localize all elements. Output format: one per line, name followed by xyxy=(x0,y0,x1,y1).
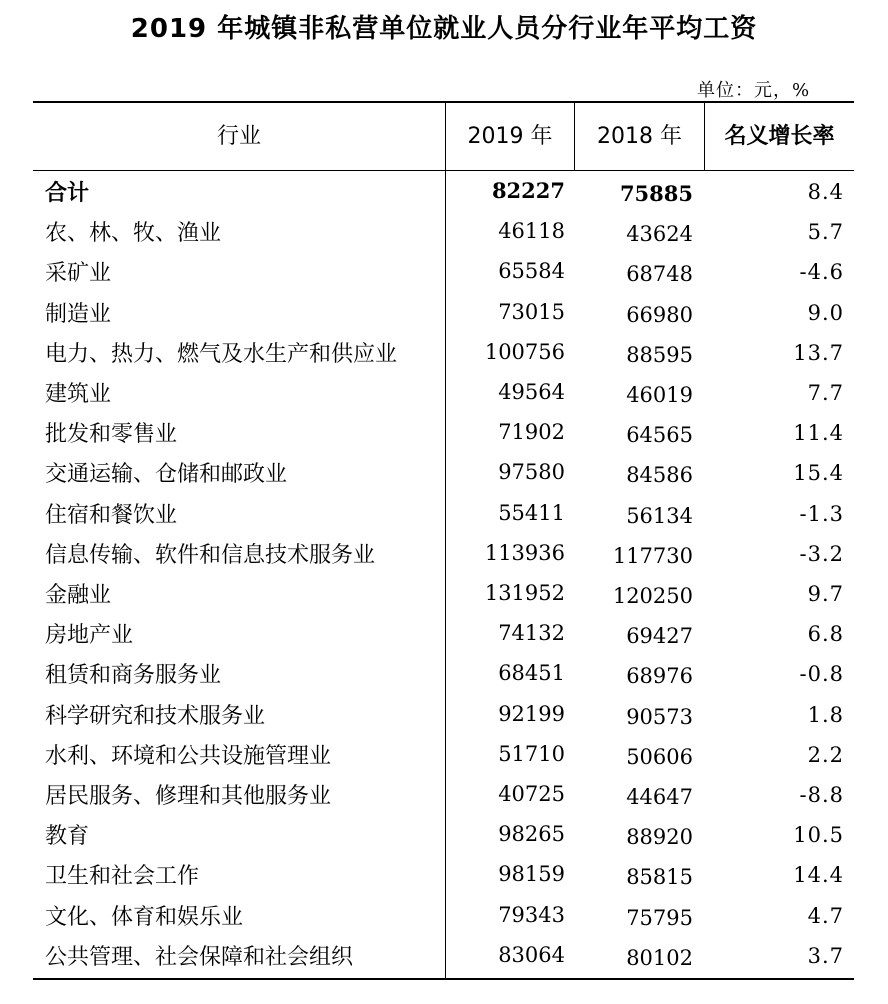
table-row xyxy=(0,737,888,777)
table-row xyxy=(0,496,888,536)
value-2019-cell: 83064 xyxy=(498,942,565,967)
value-2019-cell: 113936 xyxy=(484,540,565,565)
growth-rate-cell: 11.4 xyxy=(793,421,844,446)
value-2019-cell: 74132 xyxy=(498,621,565,646)
header-growth-rate: 名义增长率 xyxy=(724,124,835,149)
industry-cell: 制造业 xyxy=(45,301,112,327)
industry-cell: 房地产业 xyxy=(45,623,134,649)
growth-rate-cell: 9.7 xyxy=(807,582,844,606)
table-bottom-rule xyxy=(33,978,854,980)
growth-rate-cell: 10.5 xyxy=(793,823,844,848)
growth-rate-cell: -4.6 xyxy=(799,260,844,285)
value-2018-cell: 120250 xyxy=(612,584,693,608)
growth-rate-cell: -0.8 xyxy=(799,662,844,687)
value-2018-cell: 88920 xyxy=(626,825,693,850)
growth-rate-cell: 5.7 xyxy=(807,220,844,245)
table-row xyxy=(0,697,888,737)
table-row xyxy=(0,174,888,214)
value-2018-cell: 66980 xyxy=(626,302,693,327)
header-2019: 2019 年 xyxy=(467,124,553,149)
table-row xyxy=(0,616,888,656)
table-row xyxy=(0,857,888,897)
growth-rate-cell: 3.7 xyxy=(807,943,844,968)
table-row xyxy=(0,254,888,294)
table-row xyxy=(0,576,888,616)
industry-cell: 科学研究和技术服务业 xyxy=(45,703,266,729)
value-2019-cell: 65584 xyxy=(498,259,565,284)
value-2018-cell: 90573 xyxy=(626,704,693,729)
growth-rate-cell: 2.2 xyxy=(807,742,844,767)
page-title: 2019 年城镇非私营单位就业人员分行业年平均工资 xyxy=(130,14,758,44)
table-row xyxy=(0,335,888,375)
industry-cell: 农、林、牧、渔业 xyxy=(45,221,222,247)
growth-rate-cell: 1.8 xyxy=(807,702,844,727)
value-2018-cell: 43624 xyxy=(626,222,693,247)
industry-cell: 合计 xyxy=(45,181,90,206)
value-2018-cell: 85815 xyxy=(626,865,693,890)
value-2019-cell: 51710 xyxy=(498,741,565,766)
table-row xyxy=(0,656,888,696)
industry-cell: 批发和零售业 xyxy=(45,422,178,448)
value-2018-cell: 64565 xyxy=(626,423,693,448)
table-row xyxy=(0,375,888,415)
value-2019-cell: 55411 xyxy=(498,500,565,525)
value-2018-cell: 68748 xyxy=(626,262,693,287)
value-2019-cell: 68451 xyxy=(498,661,565,686)
industry-cell: 居民服务、修理和其他服务业 xyxy=(45,784,332,809)
industry-cell: 租赁和商务服务业 xyxy=(45,663,222,689)
value-2018-cell: 56134 xyxy=(626,503,693,528)
industry-cell: 文化、体育和娱乐业 xyxy=(45,904,244,930)
growth-rate-cell: 4.7 xyxy=(807,903,844,928)
growth-rate-cell: 8.4 xyxy=(807,180,844,204)
growth-rate-cell: 9.0 xyxy=(807,300,844,325)
unit-label: 单位：元，% xyxy=(697,80,811,101)
value-2018-cell: 46019 xyxy=(626,383,693,407)
table-row xyxy=(0,938,888,978)
value-2019-cell: 98159 xyxy=(498,862,565,887)
value-2018-cell: 44647 xyxy=(626,785,693,809)
value-2018-cell: 50606 xyxy=(626,744,693,769)
industry-cell: 信息传输、软件和信息技术服务业 xyxy=(45,542,376,568)
table-row xyxy=(0,295,888,335)
value-2018-cell: 75885 xyxy=(619,181,693,206)
value-2018-cell: 69427 xyxy=(626,624,693,649)
industry-cell: 住宿和餐饮业 xyxy=(45,502,178,528)
industry-cell: 公共管理、社会保障和社会组织 xyxy=(45,944,354,970)
industry-cell: 水利、环境和公共设施管理业 xyxy=(45,743,332,769)
growth-rate-cell: 15.4 xyxy=(793,461,844,486)
industry-cell: 卫生和社会工作 xyxy=(45,864,200,890)
value-2019-cell: 131952 xyxy=(484,581,565,605)
growth-rate-cell: 6.8 xyxy=(807,622,844,647)
growth-rate-cell: 13.7 xyxy=(793,340,844,365)
value-2019-cell: 46118 xyxy=(498,219,565,244)
value-2019-cell: 98265 xyxy=(498,822,565,847)
table-row xyxy=(0,777,888,817)
industry-cell: 建筑业 xyxy=(45,382,112,407)
value-2019-cell: 100756 xyxy=(484,339,565,364)
value-2018-cell: 117730 xyxy=(612,543,693,568)
growth-rate-cell: -8.8 xyxy=(799,783,844,807)
value-2019-cell: 40725 xyxy=(498,782,565,806)
table-row xyxy=(0,455,888,495)
industry-cell: 电力、热力、燃气及水生产和供应业 xyxy=(45,341,398,367)
industry-cell: 交通运输、仓储和邮政业 xyxy=(45,462,288,488)
value-2018-cell: 84586 xyxy=(626,463,693,488)
value-2018-cell: 68976 xyxy=(626,664,693,689)
table-row xyxy=(0,817,888,857)
header-2018: 2018 年 xyxy=(597,124,682,149)
growth-rate-cell: 7.7 xyxy=(807,381,844,405)
growth-rate-cell: -1.3 xyxy=(799,501,844,526)
value-2019-cell: 82227 xyxy=(491,178,565,203)
value-2019-cell: 92199 xyxy=(498,701,565,726)
value-2018-cell: 88595 xyxy=(626,342,693,367)
industry-cell: 金融业 xyxy=(45,583,112,608)
value-2019-cell: 49564 xyxy=(498,380,565,404)
table-row xyxy=(0,415,888,455)
table-row xyxy=(0,536,888,576)
value-2019-cell: 97580 xyxy=(498,460,565,485)
header-industry: 行业 xyxy=(216,124,261,149)
value-2018-cell: 75795 xyxy=(626,905,693,930)
value-2018-cell: 80102 xyxy=(626,945,693,970)
table-header-rule xyxy=(33,170,854,171)
table-row xyxy=(0,214,888,254)
growth-rate-cell: 14.4 xyxy=(793,863,844,888)
table-row xyxy=(0,898,888,938)
value-2019-cell: 73015 xyxy=(498,299,565,324)
industry-cell: 采矿业 xyxy=(45,261,112,287)
industry-cell: 教育 xyxy=(45,824,90,850)
value-2019-cell: 79343 xyxy=(498,902,565,927)
growth-rate-cell: -3.2 xyxy=(799,541,844,566)
value-2019-cell: 71902 xyxy=(498,420,565,445)
